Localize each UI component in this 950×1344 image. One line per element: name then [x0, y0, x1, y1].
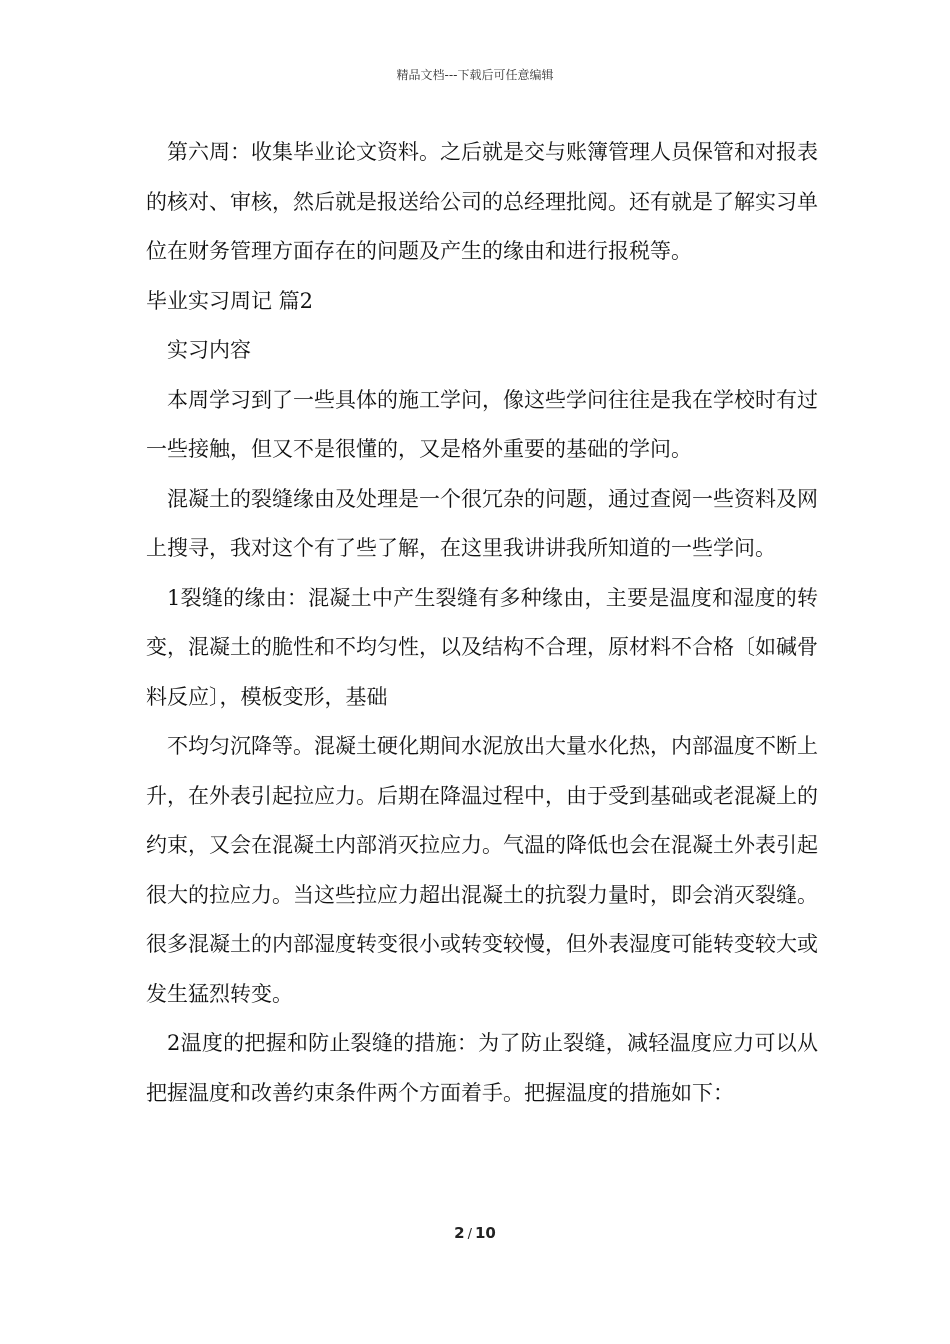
paragraph-crack-causes: 1裂缝的缘由：混凝土中产生裂缝有多种缘由，主要是温度和湿度的转变，混凝土的脆性和不均匀性，以及结构不合理，原材料不合格〔如碱骨料反应〕，模板变形，基础 [146, 585, 818, 709]
paragraph-concrete-cracks: 混凝土的裂缝缘由及处理是一个很冗杂的问题，通过查阅一些资料及网上搜寻，我对这个有了些了解，在这里我讲讲我所知道的一些学问。 [146, 486, 818, 560]
paragraph-learning: 本周学习到了一些具体的施工学问，像这些学问往往是我在学校时有过一些接触，但又不是很懂的，又是格外重要的基础的学问。 [146, 387, 818, 461]
section-heading: 毕业实习周记 篇2 [146, 288, 314, 313]
subheading-internship-content: 实习内容 [167, 338, 251, 362]
paragraph-temperature-control: 2温度的把握和防止裂缝的措施：为了防止裂缝，减轻温度应力可以从把握温度和改善约束条件两个方面着手。把握温度的措施如下： [146, 1031, 818, 1105]
total-pages: 10 [474, 1224, 496, 1242]
paragraph-week6: 第六周：收集毕业论文资料。之后就是交与账簿管理人员保管和对报表的核对、审核，然后就是报送给公司的总经理批阅。还有就是了解实习单位在财务管理方面存在的问题及产生的缘由和进行报税等。 [146, 140, 818, 263]
page-separator: / [467, 1227, 472, 1242]
current-page: 2 [454, 1224, 465, 1242]
paragraph-uneven-settlement: 不均匀沉降等。混凝土硬化期间水泥放出大量水化热，内部温度不断上升，在外表引起拉应力。后期在降温过程中，由于受到基础或老混凝上的约束，又会在混凝土内部消灭拉应力。气温的降低也会在混凝土外表引起很大的拉应力。当这些拉应力超出混凝土的抗裂力量时，即会消灭裂缝。很多混凝土的内部湿度转变很小或转变较慢，但外表湿度可能转变较大或发生猛烈转变。 [146, 734, 818, 1006]
page-number [0, 1224, 950, 1242]
document-body [146, 128, 818, 1118]
page-header: 精品文档---下载后可任意编辑 [396, 68, 554, 82]
